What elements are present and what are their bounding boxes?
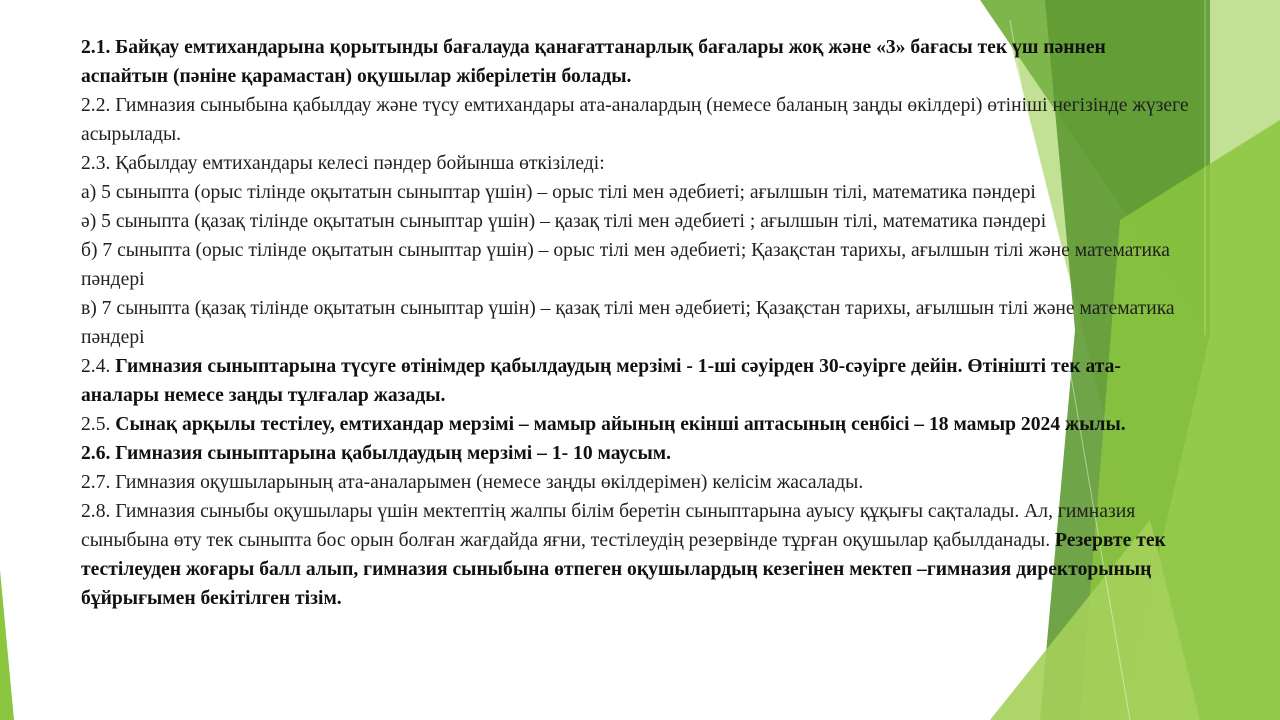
document-body xyxy=(81,33,1191,613)
text: б) 7 сыныпта (орыс тілінде оқытатын сыныптар үшін) – орыс тілі мен әдебиеті; Қазақстан тарихы, ағылшын тілі және математика пәндері xyxy=(81,240,1170,290)
paragraph-4 xyxy=(81,178,1191,207)
paragraph-2 xyxy=(81,91,1191,149)
text: ә) 5 сыныпта (қазақ тілінде оқытатын сыныптар үшін) – қазақ тілі мен әдебиеті ; ағылшын тілі, математика пәндері xyxy=(81,211,1047,232)
left-bottom-triangle xyxy=(0,570,14,720)
text: 2.5. xyxy=(81,414,116,435)
paragraph-7 xyxy=(81,294,1191,352)
bold-text: 2.1. Байқау емтихандарына қорытынды бағалауда қанағаттанарлық бағалары жоқ және «3» бағасы тек үш пәннен аспайтын (пәніне қарамастан) оқушылар жіберілетін болады. xyxy=(81,37,1106,87)
paragraph-11 xyxy=(81,468,1191,497)
text: 2.7. Гимназия оқушыларының ата-аналарымен (немесе заңды өкілдерімен) келісім жасалады. xyxy=(81,472,864,493)
text: в) 7 сыныпта (қазақ тілінде оқытатын сыныптар үшін) – қазақ тілі мен әдебиеті; Қазақстан тарихы, ағылшын тілі және математика пәндері xyxy=(81,298,1175,348)
paragraph-6 xyxy=(81,236,1191,294)
bold-text: Резервте тек тестілеуден жоғары балл алып, гимназия сыныбына өтпеген оқушылардың кезегінен мектеп –гимназия директорының бұйрығымен бекітілген тізім. xyxy=(81,530,1166,609)
paragraph-1 xyxy=(81,33,1191,91)
text: 2.2. Гимназия сыныбына қабылдау және түсу емтихандары ата-аналардың (немесе баланың заңды өкілдері) өтініші негізінде жүзеге асырылады. xyxy=(81,95,1189,145)
bold-text: Сынақ арқылы тестілеу, емтихандар мерзімі – мамыр айының екінші аптасының сенбісі – 18 мамыр 2024 жылы. xyxy=(115,414,1126,435)
bold-text: Гимназия сыныптарына түсуге өтінімдер қабылдаудың мерзімі - 1-ші сәуірден 30-сәуірге дейін. Өтінішті тек ата-аналары немесе заңды тұлғалар жазады. xyxy=(81,356,1121,406)
text: а) 5 сыныпта (орыс тілінде оқытатын сыныптар үшін) – орыс тілі мен әдебиеті; ағылшын тілі, математика пәндері xyxy=(81,182,1036,203)
text: 2.8. Гимназия сыныбы оқушылары үшін мектептің жалпы білім беретін сыныптарына ауысу құқығы сақталады. Ал, гимназия сыныбына өту тек сыныпта бос орын болған жағдайда яғни, тестілеудің резервінде тұрған оқушылар қабылданады. xyxy=(81,501,1136,551)
paragraph-12 xyxy=(81,497,1191,613)
paragraph-10 xyxy=(81,439,1191,468)
text: 2.3. Қабылдау емтихандары келесі пәндер бойынша өткізіледі: xyxy=(81,153,605,174)
bold-text: 2.6. Гимназия сыныптарына қабылдаудың мерзімі – 1- 10 маусым. xyxy=(81,443,671,464)
paragraph-5 xyxy=(81,207,1191,236)
paragraph-9 xyxy=(81,410,1191,439)
text: 2.4. xyxy=(81,356,116,377)
paragraph-3 xyxy=(81,149,1191,178)
paragraph-8 xyxy=(81,352,1191,410)
